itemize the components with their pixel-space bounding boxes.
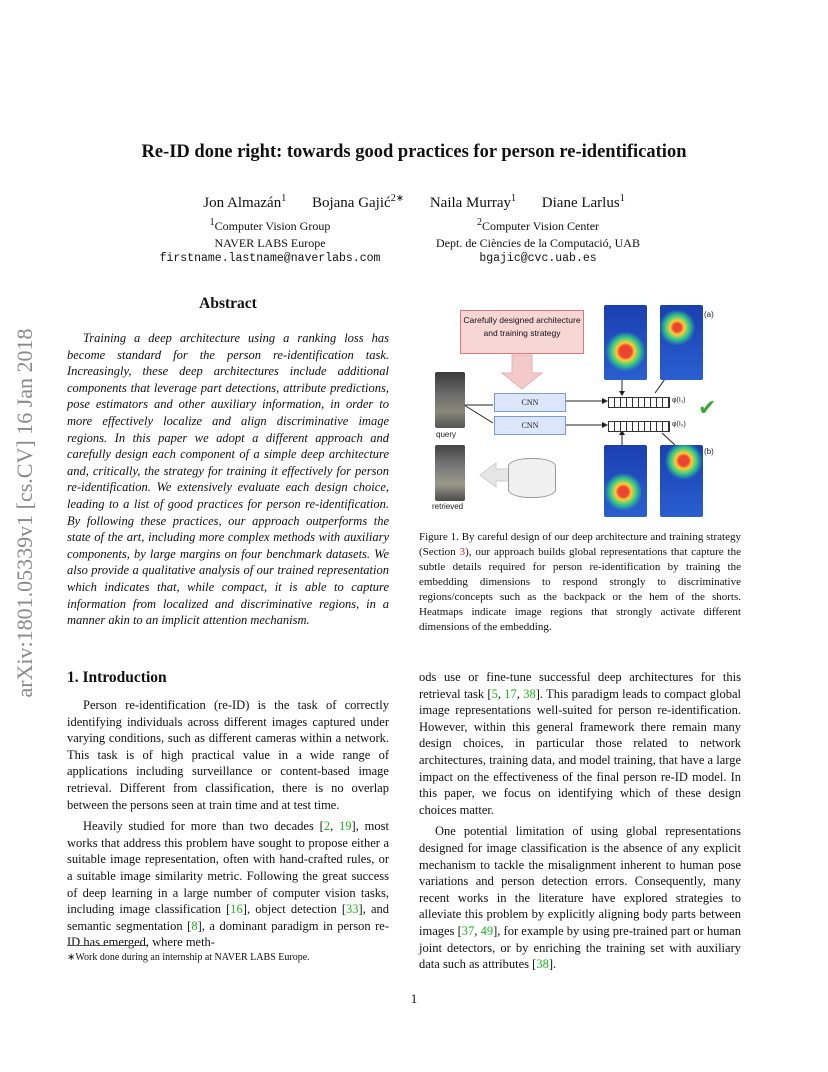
abstract-text: Training a deep architecture using a ranking loss has become standard for the person re-identification task. Increasingly, these deep architectures include additional components that leverage part detections, attribute predictions, pose estimators and other auxiliary information, in order to more effectively localize and align discriminative image regions. In this paper we adopt a different approach and carefully design each component of a simple deep architecture and, critically, the strategy for training it effectively for person re-identification. We extensively evaluate each design choice, leading to a list of good practices for person re-identification. By following these practices, our approach outperforms the state of the art, including more complex methods with auxiliary components, by large margins on four benchmark datasets. We also provide a qualitative analysis of our trained representation which indicates that, while compact, it is able to capture information from localized and discriminative regions, in a manner akin to an implicit attention mechanism. <box>67 331 389 628</box>
citation-link[interactable]: 38 <box>536 957 549 972</box>
arxiv-stamp: arXiv:1801.05339v1 [cs.CV] 16 Jan 2018 <box>12 328 37 698</box>
heatmap-image <box>660 445 703 517</box>
cnn-block: CNN <box>494 416 566 435</box>
check-icon: ✔ <box>698 395 717 420</box>
figure-1 <box>430 305 752 520</box>
heatmap-image <box>604 305 647 380</box>
citation-link[interactable]: 5 <box>491 686 498 701</box>
citation-link[interactable]: 17 <box>504 686 517 701</box>
author: Bojana Gajić$^{2∗}$ <box>311 193 405 211</box>
citation-link[interactable]: 33 <box>346 902 359 917</box>
right-paragraph-1: ods use or fine-tune successful deep architectures for this retrieval task [5, 17, 38]. This paradigm leads to compact global image representations well-suited for person re-identification. However, within this general framework there remain many design choices, in particular those related to network architectures, training data, and model training, that have a large impact on the effectiveness of the final person re-ID model. In this paper, we focus on identifying which of these design choices matter. <box>419 670 742 817</box>
heatmap-image <box>660 305 703 380</box>
citation-link[interactable]: 2 <box>323 819 331 834</box>
phi2-label: φ(I₂) <box>672 421 686 428</box>
panel-label-a: (a) <box>704 310 714 319</box>
affiliation-2: $^2$Computer Vision Center Dept. de Ciències de la Computació, UAB bgajic@cvc.uab.es <box>418 215 658 268</box>
page-number: 1 <box>410 991 418 1006</box>
retrieved-label: retrieved <box>432 502 464 511</box>
affiliation-1: $^1$Computer Vision Group NAVER LABS Europe firstname.lastname@naverlabs.com <box>140 215 400 268</box>
database-icon <box>508 458 556 498</box>
citation-link[interactable]: 37 <box>461 923 475 938</box>
query-image <box>435 372 465 428</box>
right-column-body <box>419 669 741 973</box>
down-arrow-icon <box>502 355 542 389</box>
email: bgajic@cvc.uab.es <box>479 252 597 265</box>
cnn-block: CNN <box>494 393 566 412</box>
citation-link[interactable]: 16 <box>230 902 243 917</box>
author-list <box>0 193 828 212</box>
citation-link[interactable]: 49 <box>480 923 494 938</box>
citation-link[interactable]: 8 <box>191 918 198 933</box>
section-ref-link[interactable]: 3 <box>459 546 466 558</box>
abstract-heading: Abstract <box>199 295 257 312</box>
figure-caption: Figure 1. By careful design of our deep architecture and training strategy (Section 3), our approach builds global representations that capture the subtle details required for person re-identification by training the embedding dimensions to respond strongly to discriminative regions/concepts such as the backpack or the hem of the shorts. Heatmaps indicate image regions that strongly activate different dimensions of the embedding. <box>419 531 741 633</box>
email: firstname.lastname@naverlabs.com <box>159 252 381 265</box>
embedding-vector <box>608 397 670 408</box>
citation-link[interactable]: 38 <box>523 686 536 701</box>
author: Jon Almazán$^1$ <box>203 193 287 211</box>
design-strategy-box: Carefully designed architecture and training strategy <box>460 310 584 354</box>
phi1-label: φ(I₁) <box>672 397 686 404</box>
paper-title: Re-ID done right: towards good practices for person re-identification <box>141 142 687 162</box>
author: Naila Murray$^1$ <box>429 193 517 211</box>
intro-paragraph-2: Heavily studied for more than two decades [2, 19], most works that address this problem have sought to propose either a suitable image representation, often with hand-crafted rules, or a suitable image similarity metric. Following the great success of deep learning in a large number of computer vision tasks, including image classification [16], object detection [33], and semantic segmentation [8], a dominant paradigm in person re-ID has emerged, where meth- <box>67 819 390 950</box>
footnote: ∗Work done during an internship at NAVER LABS Europe. <box>67 952 310 963</box>
retrieved-image <box>435 445 465 501</box>
citation-link[interactable]: 19 <box>339 819 352 834</box>
heatmap-image <box>604 445 647 517</box>
author: Diane Larlus$^1$ <box>541 193 625 211</box>
intro-paragraph-1: Person re-identification (re-ID) is the task of correctly identifying individuals across different images captured under varying conditions, such as different cameras within a network. This task is of high practical value in a wide range of applications including surveillance or content-based image retrieval. Different from classification, there is no overlap between the persons seen at train time and at test time. <box>67 698 389 812</box>
right-paragraph-2: One potential limitation of using global representations designed for image classification is the absence of any explicit mechanism to tackle the misalignment inherent to human pose variations and person detection errors. Consequently, many recent works in the literature have explored strategies to alleviate this problem by explicitly aligning body parts between images [37, 49], for example by using pre-trained part or human joint detectors, or by enriching the training set with auxiliary data such as attributes [38]. <box>419 824 741 972</box>
panel-label-b: (b) <box>704 447 714 456</box>
footnote-rule <box>67 945 147 946</box>
intro-heading: 1. Introduction <box>67 669 167 686</box>
arrow-icon <box>464 405 493 423</box>
embedding-vector <box>608 421 670 432</box>
intro-body <box>67 697 389 951</box>
query-label: query <box>436 430 457 439</box>
